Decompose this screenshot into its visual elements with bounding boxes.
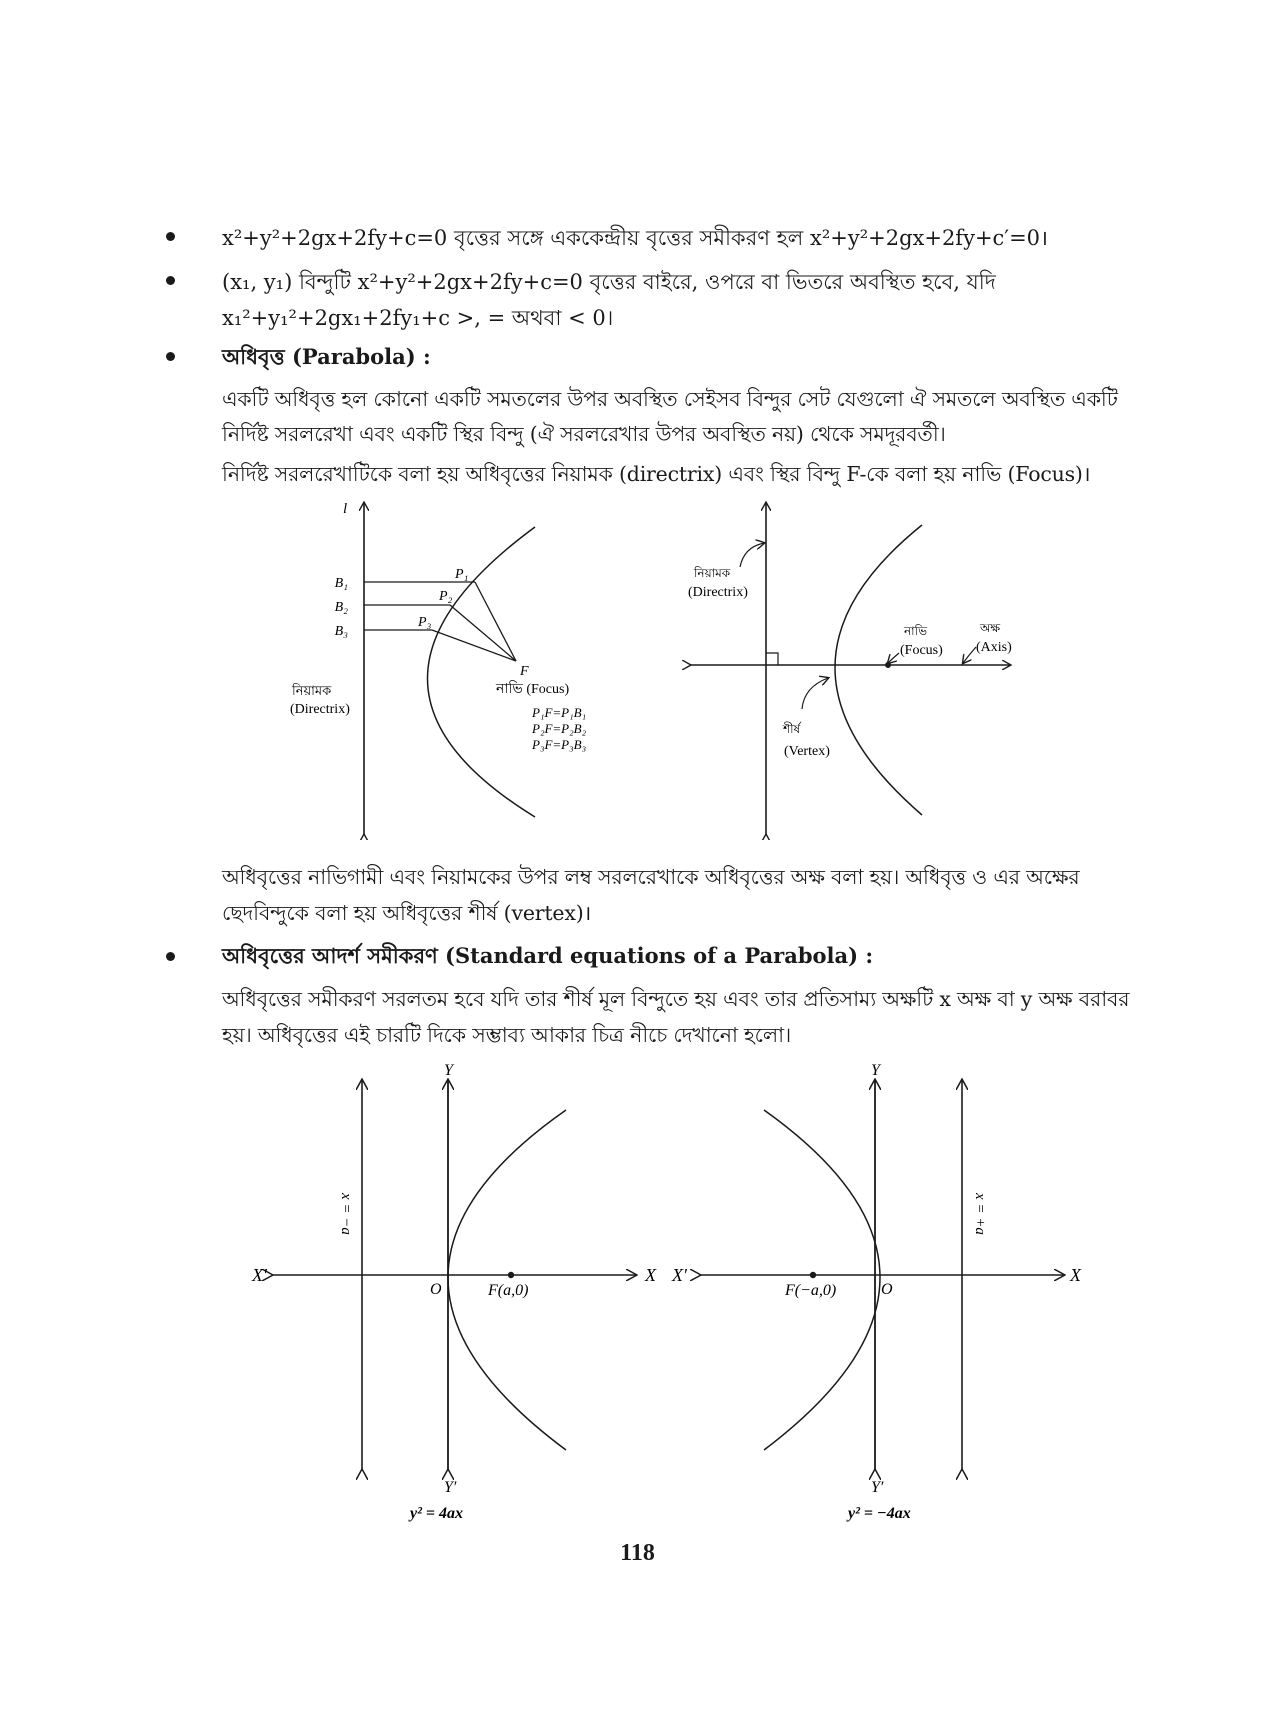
label-p1: P₁ bbox=[455, 567, 469, 582]
label-y: Y bbox=[871, 1062, 880, 1079]
label-eq2: P₂F=P₂B₂ bbox=[532, 721, 587, 736]
label-focus-en: (Focus) bbox=[900, 643, 943, 658]
label-b2: B₂ bbox=[334, 600, 348, 615]
label-directrix: x = +a bbox=[972, 1193, 988, 1235]
right-angle-mark bbox=[766, 653, 778, 665]
label-origin: O bbox=[430, 1281, 442, 1298]
label-p3: P₃ bbox=[418, 615, 432, 630]
page-number: 118 bbox=[620, 1540, 655, 1566]
parabola-definition-line1: একটি অধিবৃত্ত হল কোনো একটি সমতলের উপর অবস্থিত সেইসব বিন্দুর সেট যেগুলো ঐ সমতলে অবস্থিত একটি bbox=[222, 387, 1118, 411]
parabola-curve bbox=[448, 1110, 566, 1450]
label-x-prime: X′ bbox=[252, 1265, 267, 1285]
label-x: X bbox=[645, 1265, 656, 1285]
label-directrix: x = −a bbox=[338, 1193, 354, 1235]
label-vertex-bn: শীর্ষ bbox=[783, 722, 801, 736]
directrix-pointer bbox=[740, 543, 764, 567]
label-focus: F(−a,0) bbox=[785, 1282, 837, 1299]
label-y: Y bbox=[444, 1062, 453, 1079]
label-y-prime: Y′ bbox=[871, 1479, 884, 1496]
standard-equations-heading: অধিবৃত্তের আদর্শ সমীকরণ (Standard equations of a Parabola) : bbox=[222, 943, 874, 968]
label-axis-bn: অক্ষ bbox=[980, 621, 1001, 635]
label-f: F bbox=[520, 664, 529, 679]
axis-pointer bbox=[963, 647, 976, 663]
label-y-prime: Y′ bbox=[444, 1479, 457, 1496]
point-position-statement-line2: x₁²+y₁²+2gx₁+2fy₁+c >, = অথবা < 0। bbox=[222, 306, 614, 330]
bullet-marker bbox=[166, 952, 175, 961]
label-b1: B₁ bbox=[334, 576, 348, 591]
equation-label: y² = 4ax bbox=[410, 1505, 464, 1522]
directrix-focus-definition: নির্দিষ্ট সরলরেখাটিকে বলা হয় অধিবৃত্তের নিয়ামক (directrix) এবং স্থির বিন্দু F-কে বলা হয় নাভি (Focus)। bbox=[222, 462, 1091, 486]
focus-pointer bbox=[888, 653, 899, 663]
bullet-marker bbox=[166, 276, 175, 285]
standard-equations-para-line2: হয়। অধিবৃত্তের এই চারটি দিকে সম্ভাব্য আকার চিত্র নীচে দেখানো হলো। bbox=[222, 1023, 792, 1047]
label-l: l bbox=[343, 501, 348, 517]
parabola-right-figure bbox=[250, 1055, 670, 1525]
concentric-circle-statement: x²+y²+2gx+2fy+c=0 বৃত্তের সঙ্গে এককেন্দ্রীয় বৃত্তের সমীকরণ হল x²+y²+2gx+2fy+c′=0। bbox=[222, 226, 1048, 250]
equation-label: y² = −4ax bbox=[848, 1505, 911, 1522]
label-x-prime: X′ bbox=[672, 1265, 687, 1285]
segment-p3-f bbox=[432, 630, 516, 661]
label-directrix-en: (Directrix) bbox=[290, 702, 350, 717]
parabola-left-figure bbox=[670, 1055, 1090, 1525]
label-focus-bn: নাভি bbox=[904, 624, 928, 638]
parabola-curve bbox=[764, 1110, 880, 1450]
label-eq1: P₁F=P₁B₁ bbox=[532, 705, 587, 720]
label-directrix-bn: নিয়ামক bbox=[292, 683, 332, 698]
label-directrix-en: (Directrix) bbox=[688, 585, 748, 600]
parabola-curve bbox=[835, 525, 922, 815]
point-position-statement-line1: (x₁, y₁) বিন্দুটি x²+y²+2gx+2fy+c=0 বৃত্তের বাইরে, ওপরে বা ভিতরে অবস্থিত হবে, যদি bbox=[222, 270, 996, 294]
label-b3: B₃ bbox=[334, 624, 348, 639]
parabola-definition-figure bbox=[280, 495, 610, 840]
label-focus: নাভি (Focus) bbox=[496, 682, 570, 697]
focus-point bbox=[810, 1272, 816, 1278]
label-origin: O bbox=[881, 1281, 893, 1298]
parabola-heading: অধিবৃত্ত (Parabola) : bbox=[222, 344, 431, 369]
bullet-marker bbox=[166, 232, 175, 241]
parabola-definition-line2: নির্দিষ্ট সরলরেখা এবং একটি স্থির বিন্দু (ঐ সরলরেখার উপর অবস্থিত নয়) থেকে সমদূরবর্তী। bbox=[222, 422, 946, 446]
bullet-marker bbox=[166, 352, 175, 361]
label-directrix-bn: নিয়ামক bbox=[694, 566, 731, 580]
label-vertex-en: (Vertex) bbox=[784, 744, 830, 759]
parabola-parts-figure bbox=[680, 495, 1035, 840]
label-x: X bbox=[1070, 1265, 1081, 1285]
focus-point bbox=[508, 1272, 514, 1278]
label-axis-en: (Axis) bbox=[976, 640, 1012, 655]
parabola-curve bbox=[428, 527, 536, 817]
segment-p2-f bbox=[450, 605, 516, 661]
axis-vertex-definition-line1: অধিবৃত্তের নাভিগামী এবং নিয়ামকের উপর লম্ব সরলরেখাকে অধিবৃত্তের অক্ষ বলা হয়। অধিবৃত্ত ও এর অক্ষের bbox=[222, 865, 1080, 889]
standard-equations-para-line1: অধিবৃত্তের সমীকরণ সরলতম হবে যদি তার শীর্ষ মূল বিন্দুতে হয় এবং তার প্রতিসাম্য অক্ষটি x অক্ষ বা y অক্ষ বরাবর bbox=[222, 987, 1130, 1011]
segment-p1-f bbox=[475, 582, 516, 661]
axis-vertex-definition-line2: ছেদবিন্দুকে বলা হয় অধিবৃত্তের শীর্ষ (vertex)। bbox=[222, 901, 592, 925]
label-focus: F(a,0) bbox=[488, 1282, 529, 1299]
label-p2: P₂ bbox=[439, 589, 453, 604]
vertex-pointer bbox=[802, 678, 828, 709]
label-eq3: P₃F=P₃B₃ bbox=[532, 737, 587, 752]
